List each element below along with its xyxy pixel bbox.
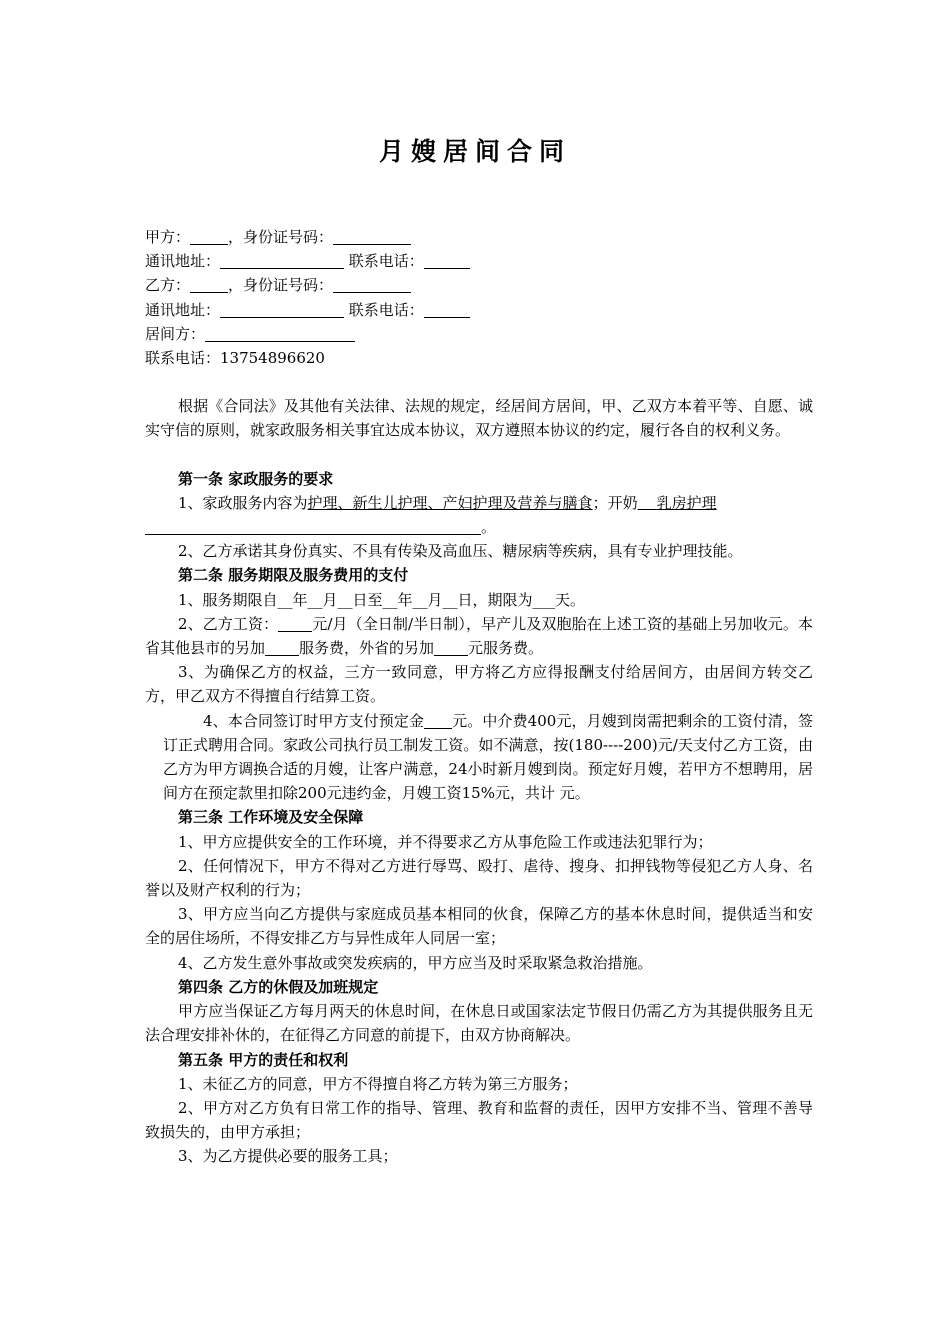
contract-body bbox=[145, 225, 813, 1169]
article-5-heading: 第五条 甲方的责任和权利 bbox=[178, 1050, 349, 1069]
intro-paragraph: 根据《合同法》及其他有关法律、法规的规定，经居间方居间，甲、乙双方本着平等、自愿、诚实守信的原则，就家政服务相关事宜达成本协议，双方遵照本协议的约定，履行各自的权利义务。 bbox=[145, 397, 813, 440]
article-1-clause-1-cont: 。 bbox=[145, 515, 813, 539]
blank-field bbox=[220, 300, 344, 318]
blank-field bbox=[190, 275, 228, 293]
article-2-clause-2: 2、乙方工资： 元/月（全日制/半日制），早产儿及双胞胎在上述工资的基础上另加收元。本省其他县市的另加 服务费，外省的另加 元服务费。 bbox=[145, 614, 813, 658]
blank-field bbox=[424, 300, 470, 318]
article-5-clause-2: 2、甲方对乙方负有日常工作的指导、管理、教育和监督的责任，因甲方安排不当、管理不善导致损失的，由甲方承担； bbox=[145, 1098, 813, 1142]
broker-line: 居间方： bbox=[145, 322, 813, 346]
article-3-clause-2: 2、任何情况下，甲方不得对乙方进行辱骂、殴打、虐待、搜身、扣押钱物等侵犯乙方人身、名誉以及财产权利的行为； bbox=[145, 856, 813, 900]
article-5-clause-3: 3、为乙方提供必要的服务工具； bbox=[178, 1147, 398, 1166]
article-2-clause-4: 4、本合同签订时甲方支付预定金 元。中介费400元，月嫂到岗需把剩余的工资付清，签订正式聘用合同。家政公司执行员工制发工资。如不满意，按(180----200)元/天支付乙方工资，由乙方为甲方调换合适的月嫂，让客户满意，24小时新月嫂到岗。预定好月嫂，若甲方不想聘用，居间方在预定款里扣除200元违约金，月嫂工资15%元，共计 元。 bbox=[163, 711, 814, 803]
blank-field bbox=[205, 324, 355, 342]
article-3-clause-4: 4、乙方发生意外事故或突发疾病的，甲方应当及时采取紧急救治措施。 bbox=[178, 953, 653, 972]
article-2-clause-3: 3、为确保乙方的权益，三方一致同意，甲方将乙方应得报酬支付给居间方，由居间方转交乙方，甲乙双方不得擅自行结算工资。 bbox=[145, 663, 813, 706]
article-1-heading: 第一条 家政服务的要求 bbox=[178, 469, 334, 488]
article-3-clause-3: 3、甲方应当向乙方提供与家庭成员基本相同的伙食，保障乙方的基本休息时间，提供适当和安全的居住场所，不得安排乙方与异性成年人同居一室； bbox=[145, 905, 813, 948]
party-b-line: 乙方： ，身份证号码： bbox=[145, 273, 813, 297]
party-a-address-line: 通讯地址： 联系电话： bbox=[145, 249, 813, 273]
article-1-clause-1: 1、家政服务内容为护理、新生儿护理、产妇护理及营养与膳食；开奶 乳房护理 bbox=[178, 493, 717, 512]
article-4-clause-1: 甲方应当保证乙方每月两天的休息时间，在休息日或国家法定节假日仍需乙方为其提供服务且无法合理安排补休的，在征得乙方同意的前提下，由双方协商解决。 bbox=[145, 1002, 813, 1045]
page-title: 月嫂居间合同 bbox=[378, 137, 571, 166]
article-2-heading: 第二条 服务期限及服务费用的支付 bbox=[178, 566, 409, 585]
article-1-clause-2: 2、乙方承诺其身份真实、不具有传染及高血压、糖尿病等疾病，具有专业护理技能。 bbox=[178, 542, 743, 561]
article-2-clause-1: 1、服务期限自__年__月__日至__年__月__日，期限为___天。 bbox=[178, 590, 586, 609]
blank-field bbox=[333, 227, 411, 245]
article-3-clause-1: 1、甲方应提供安全的工作环境，并不得要求乙方从事危险工作或违法犯罪行为； bbox=[178, 832, 713, 851]
blank-field bbox=[190, 227, 228, 245]
blank-field bbox=[220, 251, 344, 269]
broker-phone: 联系电话：13754896620 bbox=[145, 349, 325, 368]
article-3-heading: 第三条 工作环境及安全保障 bbox=[178, 808, 364, 827]
blank-field bbox=[145, 517, 481, 535]
article-5-clause-1: 1、未征乙方的同意，甲方不得擅自将乙方转为第三方服务； bbox=[178, 1074, 578, 1093]
blank-field bbox=[333, 275, 411, 293]
party-b-address-line: 通讯地址： 联系电话： bbox=[145, 298, 813, 322]
party-a-line: 甲方： ，身份证号码： bbox=[145, 225, 813, 249]
blank-field bbox=[424, 251, 470, 269]
article-4-heading: 第四条 乙方的休假及加班规定 bbox=[178, 977, 379, 996]
